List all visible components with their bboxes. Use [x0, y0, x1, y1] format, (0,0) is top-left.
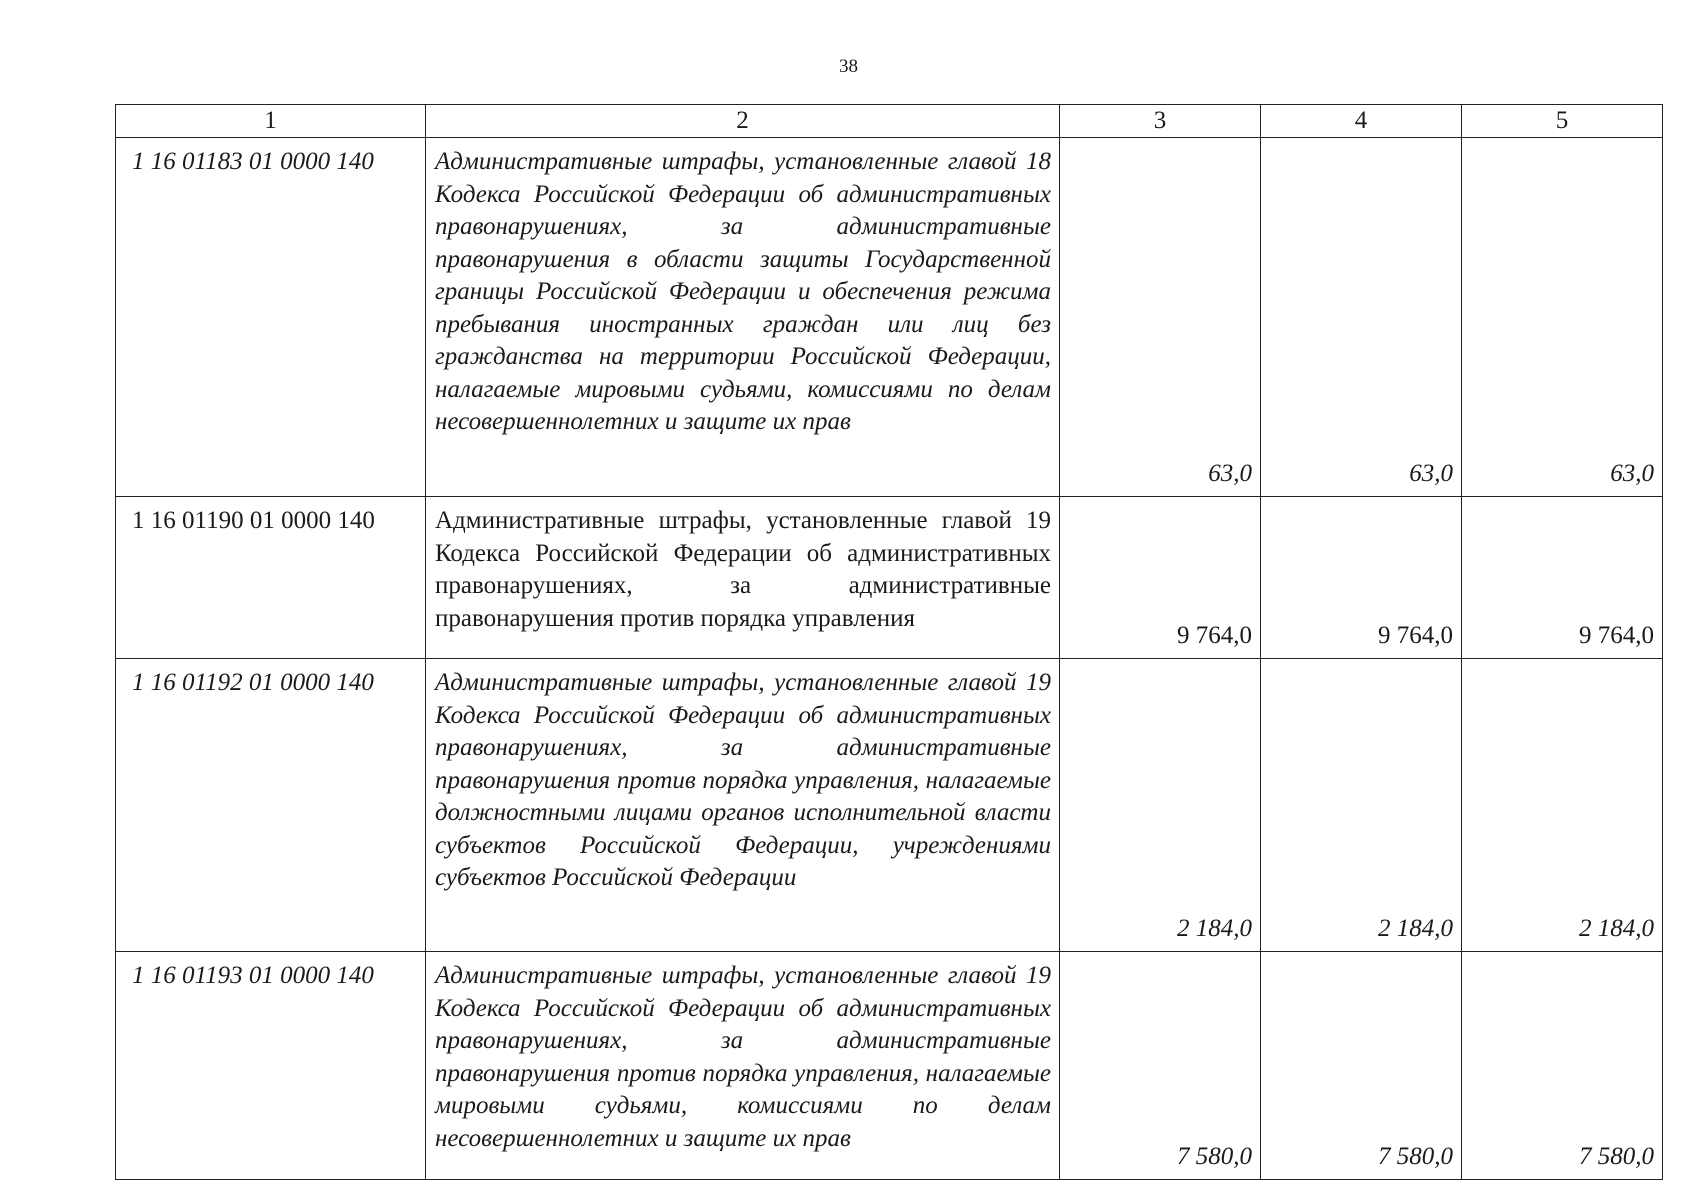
column-header: 4: [1261, 105, 1462, 138]
amount-cell-col4: 63,0: [1261, 138, 1462, 497]
column-header: 5: [1462, 105, 1663, 138]
page-number: 38: [839, 56, 858, 77]
table-row: [116, 138, 1663, 497]
amount-cell-col4: 7 580,0: [1261, 952, 1462, 1180]
amount-cell-col5: 9 764,0: [1462, 497, 1663, 659]
amount-cell-col3: 9 764,0: [1060, 497, 1261, 659]
amount-cell-col3: 7 580,0: [1060, 952, 1261, 1180]
budget-table: [115, 104, 1663, 1180]
budget-code-cell: 1 16 01190 01 0000 140: [116, 497, 426, 659]
description-cell: Административные штрафы, установленные главой 19 Кодекса Российской Федерации об административных правонарушениях, за административные правонарушения против порядка управления: [426, 497, 1060, 659]
budget-code-cell: 1 16 01183 01 0000 140: [116, 138, 426, 497]
description-cell: Административные штрафы, установленные главой 19 Кодекса Российской Федерации об административных правонарушениях, за административные правонарушения против порядка управления, налагаемые мировыми судьями, комиссиями по делам несовершеннолетних и защите их прав: [426, 952, 1060, 1180]
table-row: [116, 659, 1663, 952]
amount-cell-col5: 2 184,0: [1462, 659, 1663, 952]
description-cell: Административные штрафы, установленные главой 19 Кодекса Российской Федерации об административных правонарушениях, за административные правонарушения против порядка управления, налагаемые должностными лицами органов исполнительной власти субъектов Российской Федерации, учреждениями субъектов Российской Федерации: [426, 659, 1060, 952]
table-row: [116, 497, 1663, 659]
amount-cell-col4: 2 184,0: [1261, 659, 1462, 952]
budget-code-cell: 1 16 01193 01 0000 140: [116, 952, 426, 1180]
budget-code-cell: 1 16 01192 01 0000 140: [116, 659, 426, 952]
amount-cell-col5: 63,0: [1462, 138, 1663, 497]
column-header: 3: [1060, 105, 1261, 138]
column-header: 1: [116, 105, 426, 138]
description-cell: Административные штрафы, установленные главой 18 Кодекса Российской Федерации об административных правонарушениях, за административные правонарушения в области защиты Государственной границы Российской Федерации и обеспечения режима пребывания иностранных граждан или лиц без гражданства на территории Российской Федерации, налагаемые мировыми судьями, комиссиями по делам несовершеннолетних и защите их прав: [426, 138, 1060, 497]
table-header-row: [116, 105, 1663, 138]
amount-cell-col5: 7 580,0: [1462, 952, 1663, 1180]
amount-cell-col3: 2 184,0: [1060, 659, 1261, 952]
table-row: [116, 952, 1663, 1180]
amount-cell-col3: 63,0: [1060, 138, 1261, 497]
amount-cell-col4: 9 764,0: [1261, 497, 1462, 659]
column-header: 2: [426, 105, 1060, 138]
